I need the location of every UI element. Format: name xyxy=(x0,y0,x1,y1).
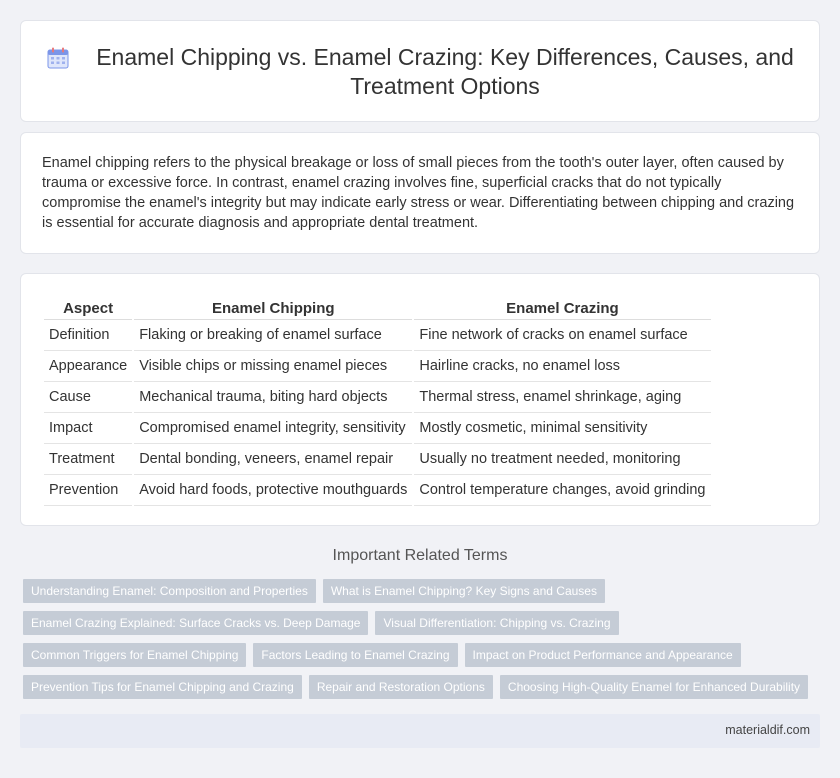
table-cell: Visible chips or missing enamel pieces xyxy=(134,351,412,382)
related-term-link[interactable]: Visual Differentiation: Chipping vs. Crazing xyxy=(375,611,618,635)
comparison-table xyxy=(42,294,713,506)
related-tags-row xyxy=(23,675,815,699)
table-cell: Flaking or breaking of enamel surface xyxy=(134,320,412,351)
table-cell: Avoid hard foods, protective mouthguards xyxy=(134,475,412,506)
table-cell: Definition xyxy=(44,320,132,351)
table-cell: Impact xyxy=(44,413,132,444)
table-cell: Appearance xyxy=(44,351,132,382)
table-cell: Usually no treatment needed, monitoring xyxy=(414,444,710,475)
table-row xyxy=(44,320,711,351)
table-header-row xyxy=(44,294,711,320)
related-term-link[interactable]: Enamel Crazing Explained: Surface Cracks vs. Deep Damage xyxy=(23,611,368,635)
related-tags-row xyxy=(23,579,612,603)
related-term-link[interactable]: What is Enamel Chipping? Key Signs and Causes xyxy=(323,579,605,603)
related-term-link[interactable]: Impact on Product Performance and Appearance xyxy=(465,643,741,667)
related-tags-row xyxy=(23,643,748,667)
table-row xyxy=(44,444,711,475)
table-cell: Fine network of cracks on enamel surface xyxy=(414,320,710,351)
table-cell: Treatment xyxy=(44,444,132,475)
table-cell: Compromised enamel integrity, sensitivity xyxy=(134,413,412,444)
calendar-icon xyxy=(47,47,69,69)
table-cell: Hairline cracks, no enamel loss xyxy=(414,351,710,382)
column-header-crazing: Enamel Crazing xyxy=(414,294,710,320)
table-cell: Mechanical trauma, biting hard objects xyxy=(134,382,412,413)
column-header-aspect: Aspect xyxy=(44,294,132,320)
page-title: Enamel Chipping vs. Enamel Crazing: Key Differences, Causes, and Treatment Options xyxy=(96,44,794,99)
related-term-link[interactable]: Choosing High-Quality Enamel for Enhanced Durability xyxy=(500,675,808,699)
comparison-card xyxy=(20,273,820,526)
related-tags-row xyxy=(23,611,626,635)
related-term-link[interactable]: Understanding Enamel: Composition and Properties xyxy=(23,579,316,603)
table-cell: Dental bonding, veneers, enamel repair xyxy=(134,444,412,475)
table-cell: Cause xyxy=(44,382,132,413)
table-row xyxy=(44,351,711,382)
related-term-link[interactable]: Factors Leading to Enamel Crazing xyxy=(253,643,457,667)
intro-card xyxy=(20,132,820,254)
footer-site-link[interactable]: materialdif.com xyxy=(725,723,810,737)
related-term-link[interactable]: Prevention Tips for Enamel Chipping and Crazing xyxy=(23,675,302,699)
intro-text: Enamel chipping refers to the physical breakage or loss of small pieces from the tooth's outer layer, often caused by trauma or excessive force. In contrast, enamel crazing involves fine, superficial cracks that do not typically compromise the enamel's integrity but may indicate early stress or wear. Differentiating between chipping and crazing is essential for accurate diagnosis and appropriate dental treatment. xyxy=(42,155,795,231)
table-row xyxy=(44,413,711,444)
table-cell: Thermal stress, enamel shrinkage, aging xyxy=(414,382,710,413)
related-term-link[interactable]: Common Triggers for Enamel Chipping xyxy=(23,643,246,667)
table-cell: Prevention xyxy=(44,475,132,506)
related-terms-title: Important Related Terms xyxy=(332,547,508,564)
footer-bar xyxy=(20,714,820,748)
column-header-chipping: Enamel Chipping xyxy=(134,294,412,320)
related-term-link[interactable]: Repair and Restoration Options xyxy=(309,675,493,699)
table-row xyxy=(44,475,711,506)
table-row xyxy=(44,382,711,413)
table-cell: Mostly cosmetic, minimal sensitivity xyxy=(414,413,710,444)
header-card xyxy=(20,20,820,122)
table-cell: Control temperature changes, avoid grinding xyxy=(414,475,710,506)
